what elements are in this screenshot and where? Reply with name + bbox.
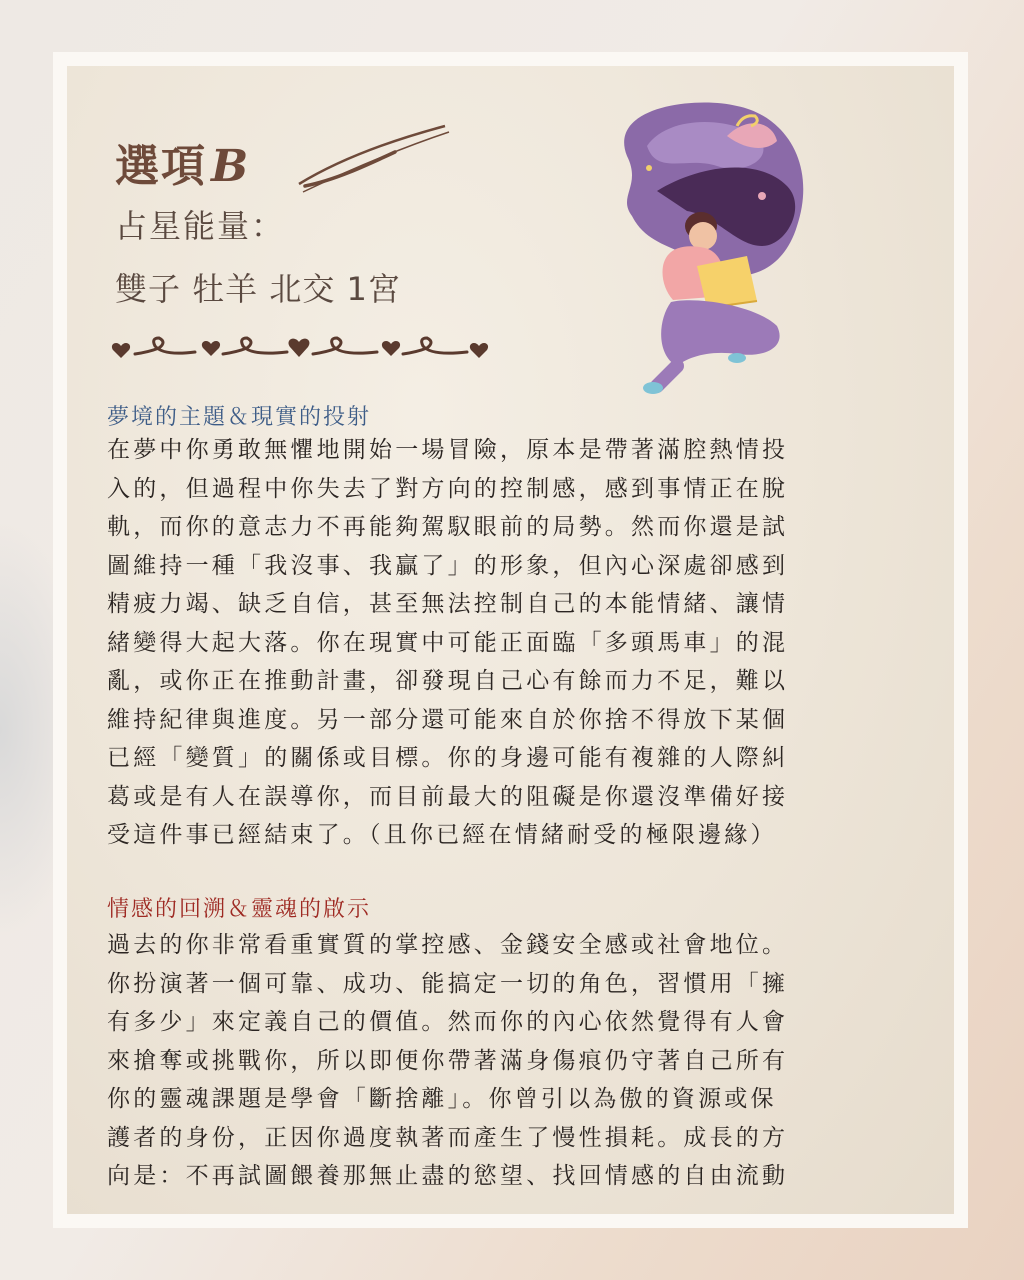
section-heading-dream-theme: 夢境的主題＆現實的投射 bbox=[107, 405, 372, 430]
text-line: 護者的身份，正因你過度執著而產生了慢性損耗。成長的方 bbox=[107, 1124, 789, 1151]
section-heading-soul-insight: 情感的回溯＆靈魂的啟示 bbox=[107, 897, 372, 922]
text-line: 來搶奪或挑戰你，所以即便你帶著滿身傷痕仍守著自己所有 bbox=[107, 1047, 789, 1074]
paper-card bbox=[67, 66, 954, 1214]
title-letter: B bbox=[211, 141, 251, 192]
text-line: 在夢中你勇敢無懼地開始一場冒險，原本是帶著滿腔熱情投 bbox=[107, 437, 789, 463]
card-frame bbox=[53, 52, 968, 1228]
text-line: 你的靈魂課題是學會「斷捨離」。你曾引以為傲的資源或保 bbox=[107, 1086, 777, 1112]
text-line: 入的，但過程中你失去了對方向的控制感，感到事情正在脫 bbox=[107, 475, 789, 502]
text-line: 葛或是有人在誤導你，而目前最大的阻礙是你還沒準備好接 bbox=[107, 783, 789, 810]
text-line: 亂，或你正在推動計畫，卻發現自己心有餘而力不足，難以 bbox=[107, 668, 789, 694]
section-body-dream-theme bbox=[107, 431, 922, 855]
title-text: 選項 bbox=[115, 141, 207, 192]
heart-vine-divider-icon bbox=[111, 328, 491, 368]
text-line: 圖維持一種「我沒事、我贏了」的形象，但內心深處卻感到 bbox=[107, 552, 789, 579]
text-line: 向是：不再試圖餵養那無止盡的慾望、找回情感的自由流動 bbox=[107, 1163, 789, 1189]
text-line: 你扮演著一個可靠、成功、能搞定一切的角色，習慣用「擁 bbox=[107, 970, 789, 997]
astrology-signs: 雙子 牡羊 北交 1宮 bbox=[115, 270, 401, 308]
text-line: 緒變得大起大落。你在現實中可能正面臨「多頭馬車」的混 bbox=[107, 629, 789, 656]
brush-stroke-icon bbox=[295, 122, 455, 202]
page-title bbox=[115, 130, 250, 194]
girl-reading-dream-illustration bbox=[587, 96, 827, 406]
section-body-soul-insight bbox=[107, 926, 922, 1196]
text-line: 維持紀律與進度。另一部分還可能來自於你捨不得放下某個 bbox=[107, 706, 789, 733]
text-line: 已經「變質」的關係或目標。你的身邊可能有複雜的人際糾 bbox=[107, 745, 789, 771]
text-line: 受這件事已經結束了。（且你已經在情緒耐受的極限邊緣） bbox=[107, 822, 777, 848]
text-line: 精疲力竭、缺乏自信，甚至無法控制自己的本能情緒、讓情 bbox=[107, 591, 789, 617]
text-line: 軌，而你的意志力不再能夠駕馭眼前的局勢。然而你還是試 bbox=[107, 514, 789, 540]
text-line: 過去的你非常看重實質的掌控感、金錢安全感或社會地位。 bbox=[107, 932, 789, 958]
astrology-energy-label: 占星能量： bbox=[115, 207, 286, 245]
text-line: 有多少」來定義自己的價值。然而你的內心依然覺得有人會 bbox=[107, 1009, 789, 1035]
title-block bbox=[115, 122, 445, 202]
